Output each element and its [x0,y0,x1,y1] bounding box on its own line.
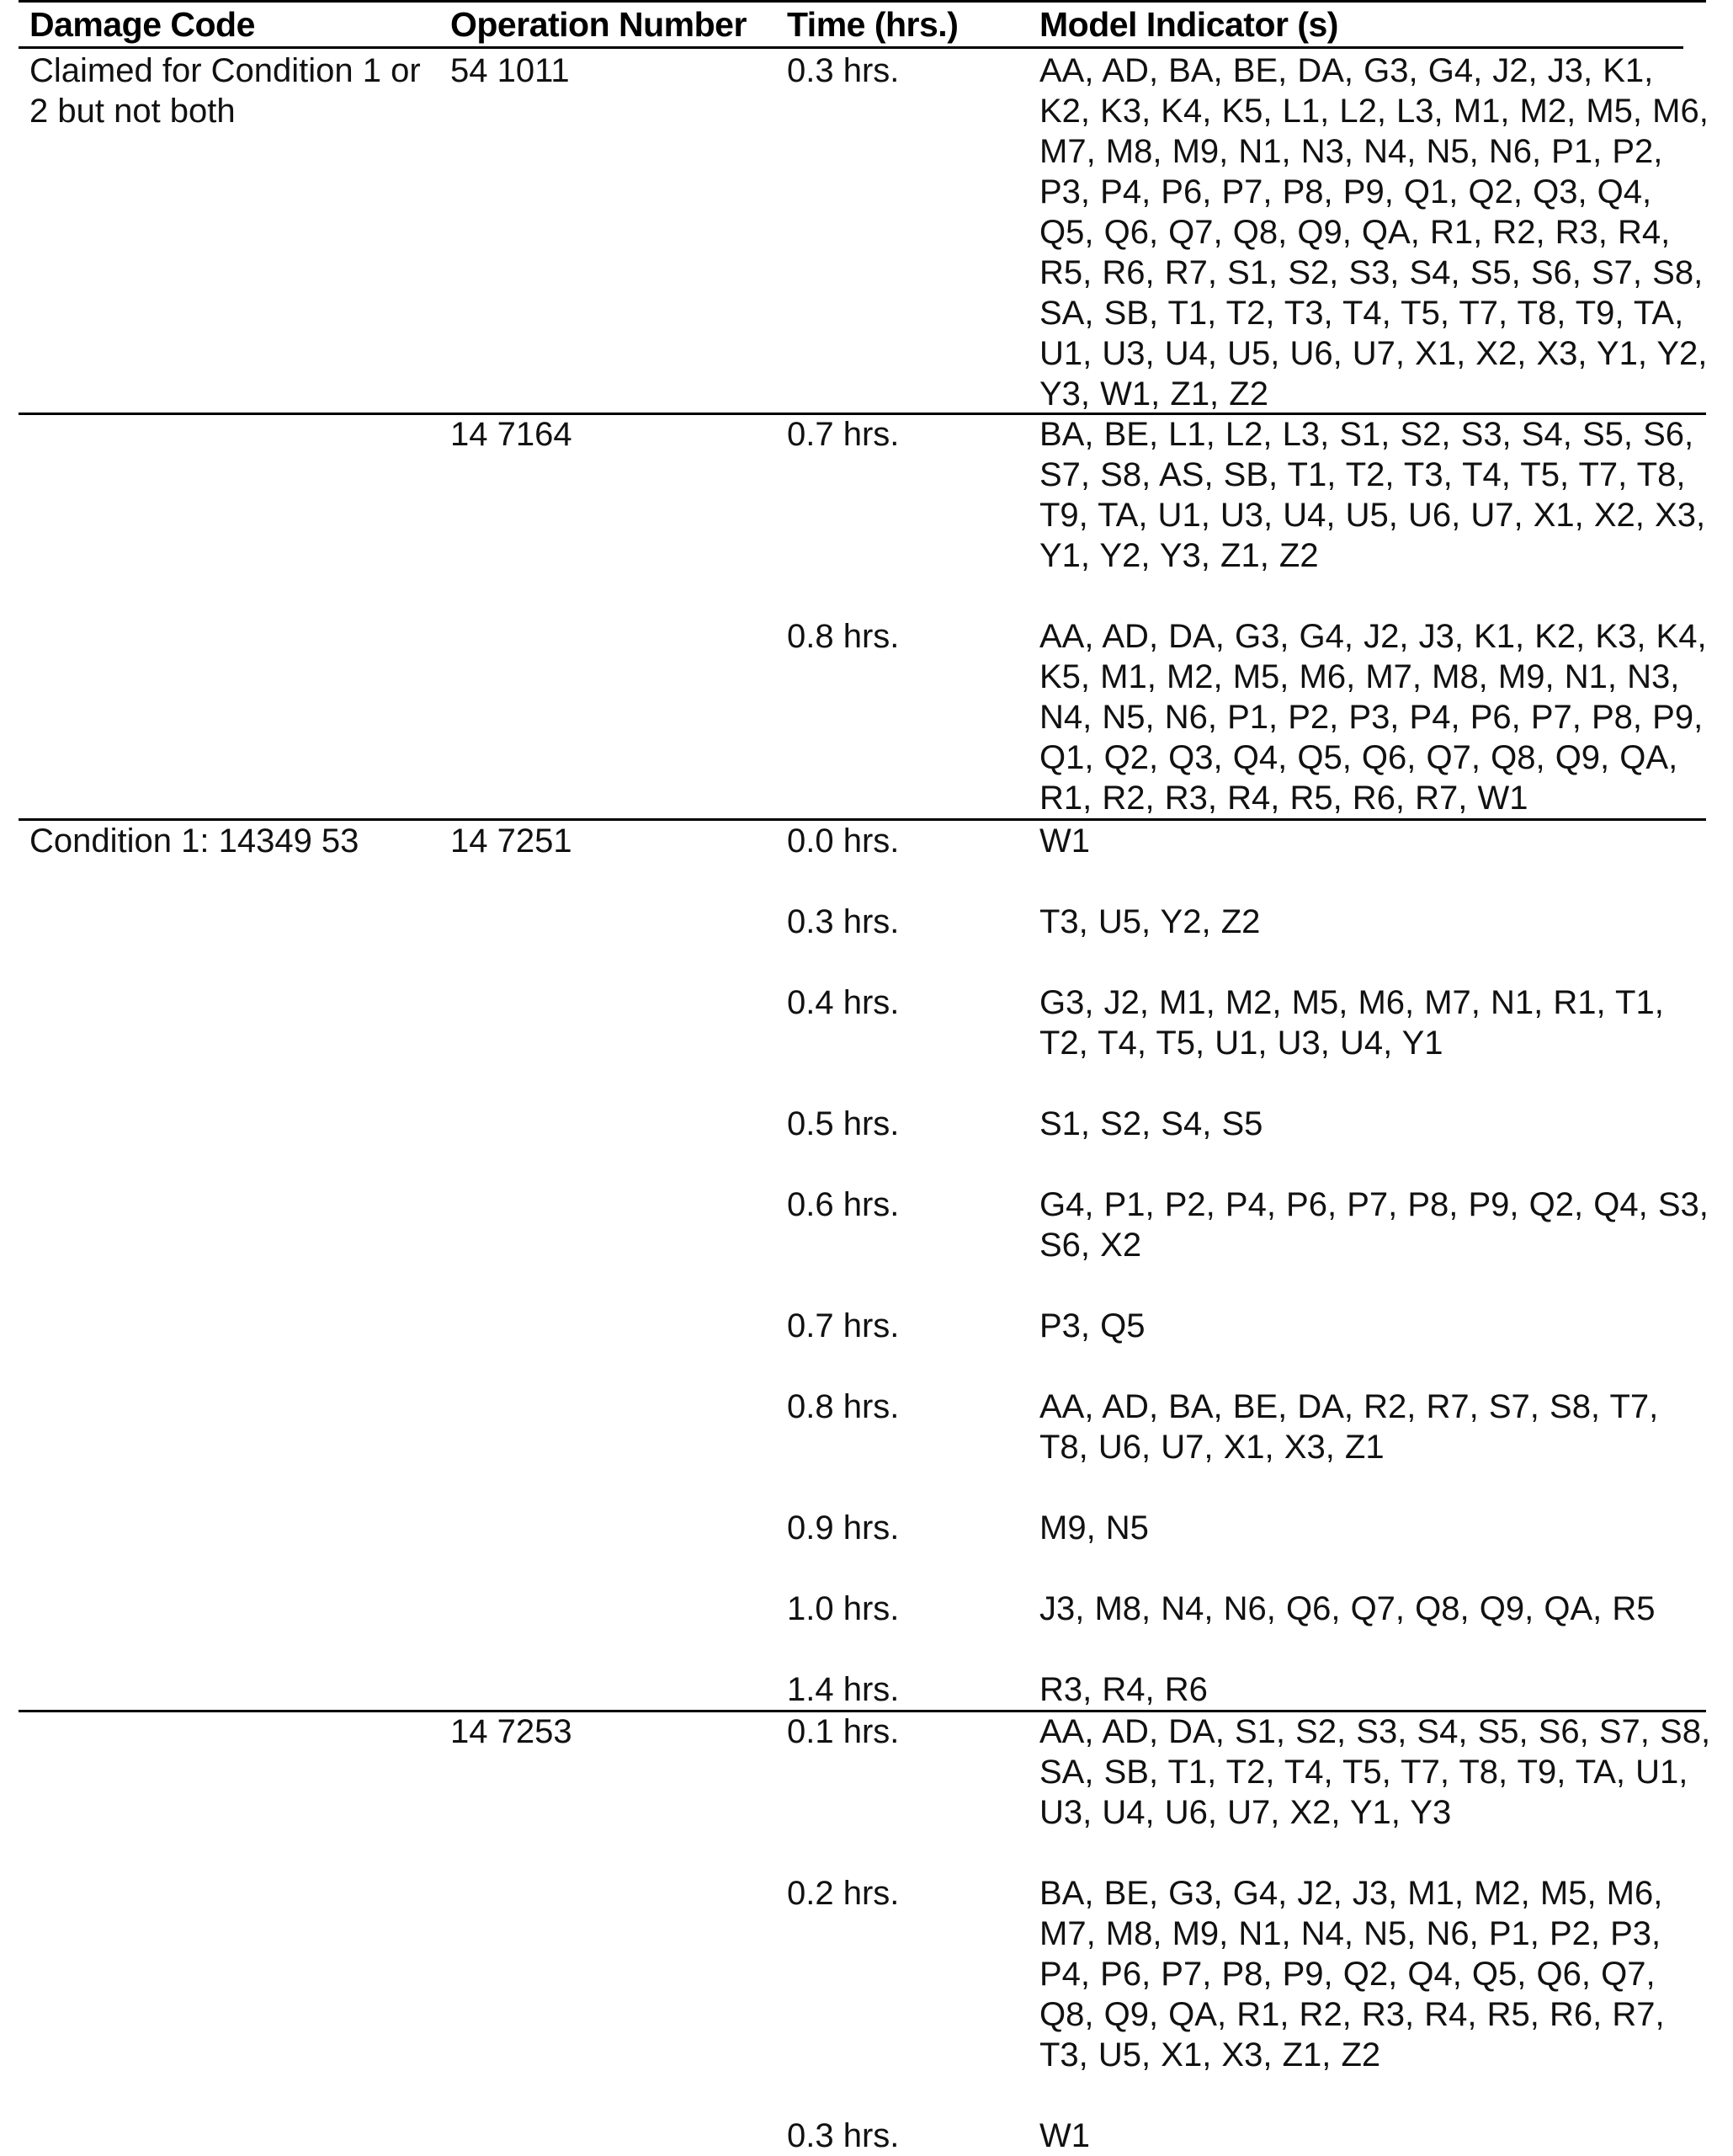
time-cell: 0.5 hrs. [787,1105,900,1142]
time-cell: 0.0 hrs. [787,822,900,860]
header-time: Time (hrs.) [787,5,959,44]
model-indicator-cell: AA, AD, BA, BE, DA, G3, G4, J2, J3, K1, K2, K3, K4, K5, L1, L2, L3, M1, M2, M5, M6, M7, M8, M9, N1, N3, N4, N5, N6, P1, P2, P3, P4, P6, P7, P8, P9, Q1, Q2, Q3, Q4, Q5, Q6, Q7, Q8, Q9, QA, R1, R2, R3, R4, R5, R6, R7, S1, S2, S3, S4, S5, S6, S7, S8, SA, SB, T1, T2, T3, T4, T5, T7, T8, T9, TA, U1, U3, U4, U5, U6, U7, X1, X2, X3, Y1, Y2, Y3, W1, Z1, Z2 [1039,52,1709,413]
model-indicator-cell: BA, BE, L1, L2, L3, S1, S2, S3, S4, S5, S6, S7, S8, AS, SB, T1, T2, T3, T4, T5, T7, T8, T9, TA, U1, U3, U4, U5, U6, U7, X1, X2, X3, Y1, Y2, Y3, Z1, Z2 [1039,416,1706,574]
time-cell: 0.4 hrs. [787,984,900,1021]
time-cell: 0.3 hrs. [787,903,900,940]
time-cell: 1.0 hrs. [787,1590,900,1627]
model-indicator-cell: AA, AD, DA, S1, S2, S3, S4, S5, S6, S7, S8, SA, SB, T1, T2, T4, T5, T7, T8, T9, TA, U1, U3, U4, U6, U7, X2, Y1, Y3 [1039,1713,1711,1831]
time-cell: 0.9 hrs. [787,1509,900,1546]
operation-number-cell: 14 7164 [450,416,572,453]
time-cell: 0.8 hrs. [787,1388,900,1425]
time-cell: 0.7 hrs. [787,1307,900,1344]
model-indicator-cell: G3, J2, M1, M2, M5, M6, M7, N1, R1, T1, T2, T4, T5, U1, U3, U4, Y1 [1039,984,1664,1062]
table-top-rule [19,0,1706,3]
model-indicator-cell: R3, R4, R6 [1039,1671,1208,1708]
model-indicator-cell: AA, AD, DA, G3, G4, J2, J3, K1, K2, K3, K4, K5, M1, M2, M5, M6, M7, M8, M9, N1, N3, N4, N5, N6, P1, P2, P3, P4, P6, P7, P8, P9, Q1, Q2, Q3, Q4, Q5, Q6, Q7, Q8, Q9, QA, R1, R2, R3, R4, R5, R6, R7, W1 [1039,618,1707,817]
time-cell: 0.3 hrs. [787,52,900,89]
time-cell: 1.4 hrs. [787,1671,900,1708]
model-indicator-cell: G4, P1, P2, P4, P6, P7, P8, P9, Q2, Q4, S3, S6, X2 [1039,1186,1709,1264]
model-indicator-cell: M9, N5 [1039,1509,1149,1546]
operation-number-cell: 14 7251 [450,822,572,860]
model-indicator-cell: S1, S2, S4, S5 [1039,1105,1263,1142]
model-indicator-cell: W1 [1039,822,1090,860]
operation-number-cell: 14 7253 [450,1713,572,1750]
time-cell: 0.7 hrs. [787,416,900,453]
model-indicator-cell: J3, M8, N4, N6, Q6, Q7, Q8, Q9, QA, R5 [1039,1590,1656,1627]
time-cell: 0.3 hrs. [787,2117,900,2154]
model-indicator-cell: AA, AD, BA, BE, DA, R2, R7, S7, S8, T7, T8, U6, U7, X1, X3, Z1 [1039,1388,1659,1466]
header-damage-code: Damage Code [29,5,255,44]
damage-code-cell: Condition 1: 14349 53 [29,822,359,860]
model-indicator-cell: W1 [1039,2117,1090,2154]
model-indicator-cell: BA, BE, G3, G4, J2, J3, M1, M2, M5, M6, M7, M8, M9, N1, N4, N5, N6, P1, P2, P3, P4, P6, P7, P8, P9, Q2, Q4, Q5, Q6, Q7, Q8, Q9, QA, R1, R2, R3, R4, R5, R6, R7, T3, U5, X1, X3, Z1, Z2 [1039,1875,1665,2073]
time-cell: 0.6 hrs. [787,1186,900,1223]
damage-code-cell: Claimed for Condition 1 or 2 but not both [29,52,421,130]
time-cell: 0.8 hrs. [787,618,900,655]
header-operation-number: Operation Number [450,5,747,44]
header-model-indicator: Model Indicator (s) [1039,5,1338,44]
operation-number-cell: 54 1011 [450,52,570,89]
model-indicator-cell: P3, Q5 [1039,1307,1146,1344]
header-rule [19,46,1683,49]
time-cell: 0.1 hrs. [787,1713,900,1750]
model-indicator-cell: T3, U5, Y2, Z2 [1039,903,1261,940]
time-cell: 0.2 hrs. [787,1875,900,1912]
